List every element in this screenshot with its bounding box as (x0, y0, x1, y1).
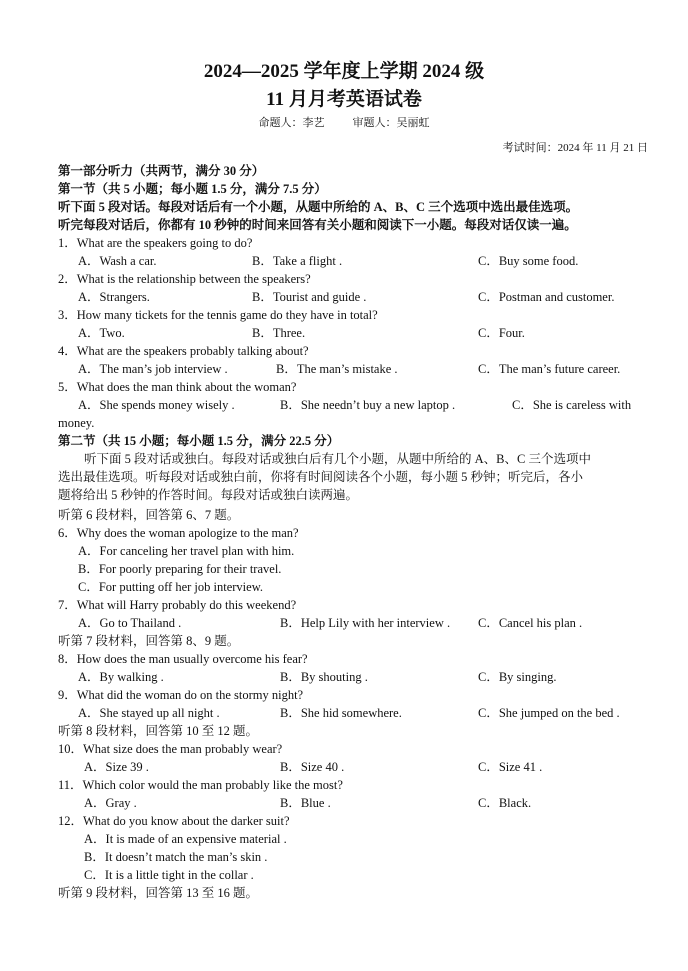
option-c: C．She jumped on the bed . (478, 706, 620, 720)
option-c: C．Cancel his plan . (478, 616, 583, 630)
option-a: A．Wash a car. (78, 254, 157, 268)
question-stem: 9．What did the woman do on the stormy night? (58, 688, 304, 702)
option-a: A．It is made of an expensive material . (84, 832, 287, 846)
option-c: C．Postman and customer. (478, 290, 615, 304)
option-b: B．The man’s mistake . (276, 362, 398, 376)
section2-instruction: 听下面 5 段对话或独白。每段对话或独白后有几个小题，从题中所给的 A、B、C 三个选项中 (84, 452, 591, 466)
section1-instruction: 听下面 5 段对话。每段对话后有一个小题，从题中所给的 A、B、C 三个选项中选出最佳选项。 (58, 200, 579, 214)
option-a: A．The man’s job interview . (78, 362, 228, 376)
option-c: C．She is careless with (512, 398, 632, 412)
question-stem: 12．What do you know about the darker suit? (58, 814, 290, 828)
option-c: C．Black. (478, 796, 532, 810)
option-c: C．It is a little tight in the collar . (84, 868, 254, 882)
option-a: A．Strangers. (78, 290, 150, 304)
option-c: C．Four. (478, 326, 525, 340)
section2-instruction: 选出最佳选项。听每段对话或独白前，你将有时间阅读各个小题，每小题 5 秒钟；听完后，各小 (58, 470, 584, 484)
option-a: A．For canceling her travel plan with him. (78, 544, 295, 558)
section1-heading: 第一节（共 5 小题；每小题 1.5 分，满分 7.5 分） (58, 182, 327, 196)
option-a: A．Go to Thailand . (78, 616, 182, 630)
material-heading: 听第 8 段材料，回答第 10 至 12 题。 (58, 724, 259, 738)
option-b: B．Blue . (280, 796, 331, 810)
option-a: A．By walking . (78, 670, 164, 684)
option-a: A．She stayed up all night . (78, 706, 220, 720)
option-c: C．For putting off her job interview. (78, 580, 264, 594)
option-b: B．Take a flight . (252, 254, 343, 268)
question-stem: 5．What does the man think about the woman? (58, 380, 297, 394)
material-heading: 听第 9 段材料，回答第 13 至 16 题。 (58, 886, 259, 900)
option-a: A．Two. (78, 326, 125, 340)
question-stem: 10．What size does the man probably wear? (58, 742, 283, 756)
option-b: B．Tourist and guide . (252, 290, 367, 304)
reviewer: 审题人：吴丽虹 (352, 117, 430, 129)
option-a: A．Gray . (84, 796, 137, 810)
question-stem: 11．Which color would the man probably like the most? (58, 778, 343, 792)
question-stem: 6．Why does the woman apologize to the man? (58, 526, 299, 540)
option-c: C．The man’s future career. (478, 362, 621, 376)
option-b: B．Three. (252, 326, 306, 340)
option-b: B．It doesn’t match the man’s skin . (84, 850, 268, 864)
author: 命题人：李艺 (258, 117, 325, 129)
section1-instruction: 听完每段对话后，你都有 10 秒钟的时间来回答有关小题和阅读下一小题。每段对话仅读一遍。 (58, 218, 577, 232)
option-b: B．By shouting . (280, 670, 368, 684)
exam-title-line2: 11 月月考英语试卷 (266, 89, 422, 110)
option-c: C．Size 41 . (478, 760, 543, 774)
question-stem: 1．What are the speakers going to do? (58, 236, 253, 250)
option-b: B．Size 40 . (280, 760, 345, 774)
option-b: B．She needn’t buy a new laptop . (280, 398, 456, 412)
exam-date: 考试时间：2024 年 11 月 21 日 (502, 142, 648, 154)
material-heading: 听第 6 段材料，回答第 6、7 题。 (58, 508, 240, 522)
option-b: B．Help Lily with her interview . (280, 616, 451, 630)
question-stem: 3．How many tickets for the tennis game do they have in total? (58, 308, 378, 322)
option-b: B．For poorly preparing for their travel. (78, 562, 282, 576)
option-a: A．She spends money wisely . (78, 398, 235, 412)
question-stem: 4．What are the speakers probably talking about? (58, 344, 309, 358)
section2-heading: 第二节（共 15 小题；每小题 1.5 分，满分 22.5 分） (58, 434, 340, 448)
option-b: B．She hid somewhere. (280, 706, 402, 720)
question-stem: 7．What will Harry probably do this weekend? (58, 598, 297, 612)
question-stem: 8．How does the man usually overcome his fear? (58, 652, 308, 666)
option-c-continuation: money. (58, 416, 95, 430)
option-c: C．Buy some food. (478, 254, 579, 268)
authors-line (0, 115, 688, 131)
exam-title-line1: 2024—2025 学年度上学期 2024 级 (203, 61, 485, 82)
section2-instruction: 题将给出 5 秒钟的作答时间。每段对话或独白读两遍。 (58, 488, 359, 502)
option-c: C．By singing. (478, 670, 557, 684)
question-stem: 2．What is the relationship between the speakers? (58, 272, 311, 286)
material-heading: 听第 7 段材料，回答第 8、9 题。 (58, 634, 240, 648)
option-a: A．Size 39 . (84, 760, 149, 774)
part1-heading: 第一部分听力（共两节，满分 30 分） (58, 164, 265, 178)
